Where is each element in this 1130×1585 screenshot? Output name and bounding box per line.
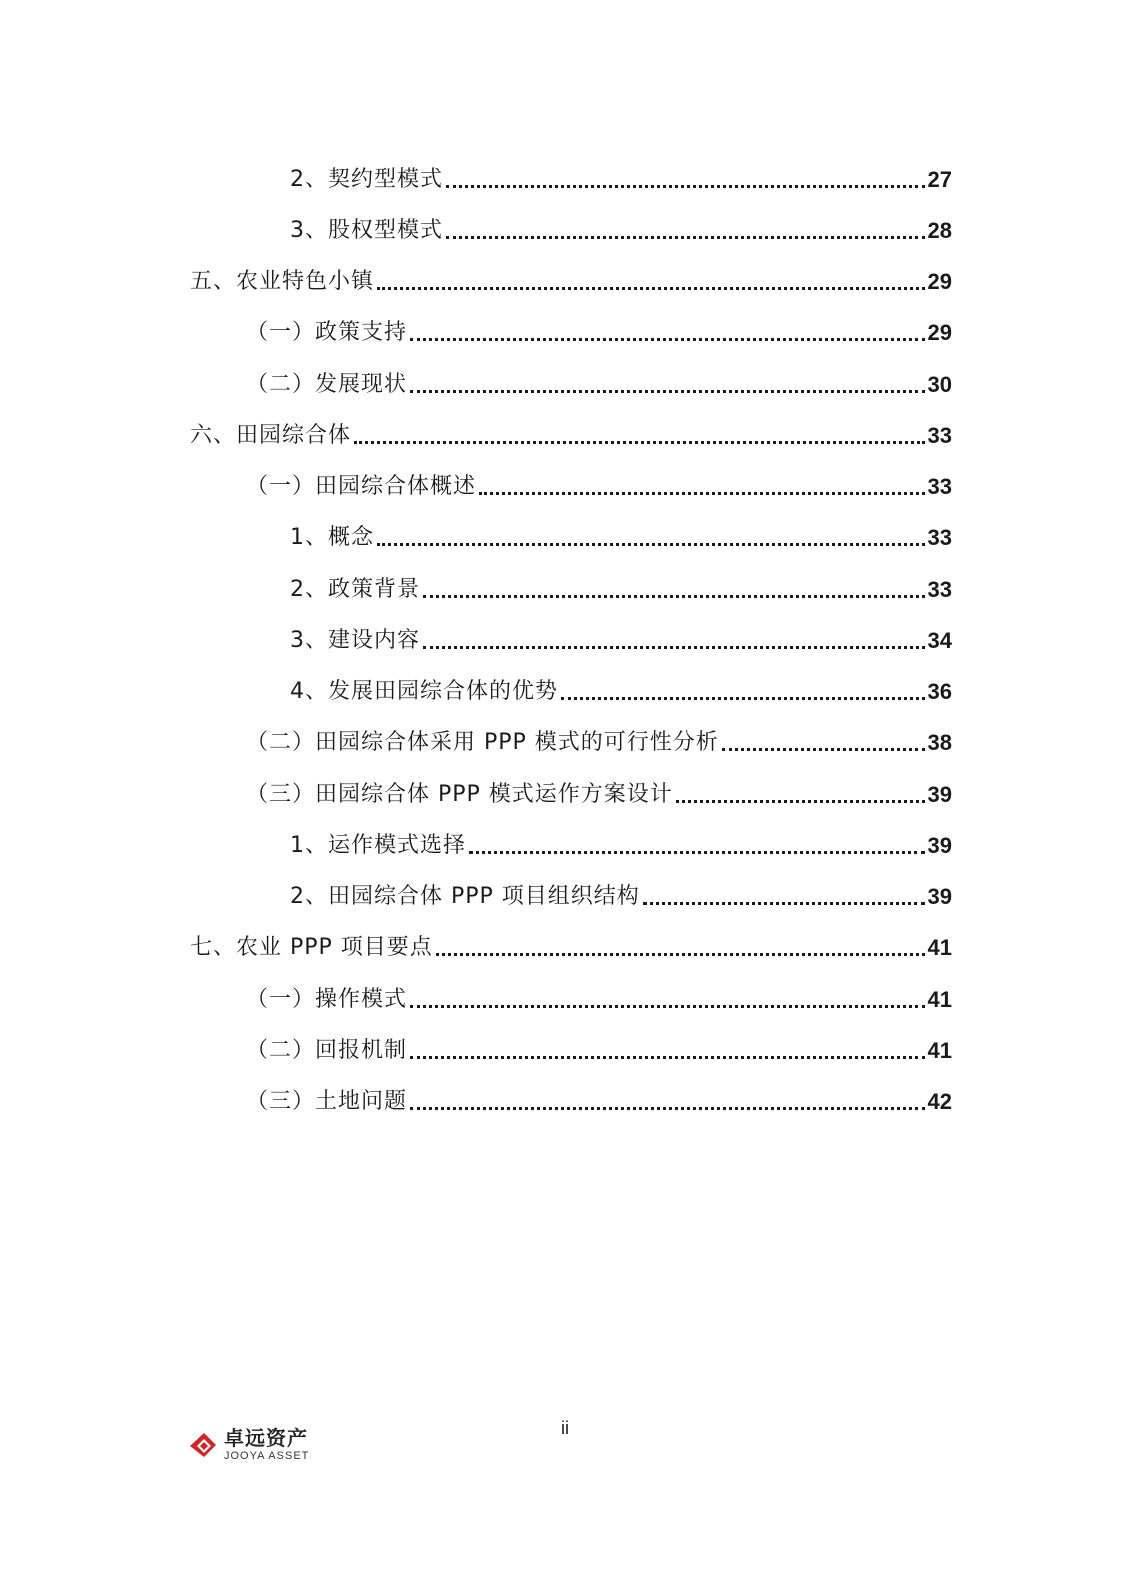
- toc-entry-label: （三）田园综合体 PPP 模式运作方案设计: [246, 782, 673, 807]
- toc-entry[interactable]: [190, 411, 952, 451]
- toc-leader-dots: [561, 697, 925, 700]
- logo-chinese-name: 卓远资产: [224, 1426, 308, 1450]
- toc-leader-dots: [410, 1056, 925, 1059]
- toc-entry-page: 29: [927, 269, 952, 294]
- toc-entry[interactable]: [246, 975, 952, 1015]
- toc-entry-label: （三）土地问题: [246, 1089, 408, 1114]
- toc-leader-dots: [436, 953, 925, 956]
- toc-entry[interactable]: [246, 462, 952, 502]
- toc-entry[interactable]: [246, 360, 952, 400]
- toc-entry-page: 38: [927, 730, 952, 755]
- logo-english-name: JOOYA ASSET: [224, 1450, 310, 1462]
- page-number: ii: [561, 1418, 569, 1438]
- toc-entry-page: 33: [927, 474, 952, 499]
- toc-entry-label: 七、农业 PPP 项目要点: [190, 935, 433, 960]
- toc-entry[interactable]: [190, 257, 952, 297]
- toc-entry-page: 36: [927, 679, 952, 704]
- toc-entry-label: 1、运作模式选择: [290, 833, 466, 858]
- toc-leader-dots: [423, 646, 925, 649]
- toc-entry-page: 29: [927, 320, 952, 345]
- toc-entry-page: 41: [927, 987, 952, 1012]
- toc-entry-label: （一）操作模式: [246, 987, 408, 1012]
- toc-entry-page: 39: [927, 884, 952, 909]
- toc-leader-dots: [377, 543, 925, 546]
- toc-entry-page: 30: [927, 372, 952, 397]
- toc-entry-page: 28: [927, 218, 952, 243]
- toc-leader-dots: [446, 185, 925, 188]
- toc-entry[interactable]: [290, 206, 952, 246]
- toc-entry-label: 4、发展田园综合体的优势: [290, 679, 558, 704]
- toc-entry-page: 27: [927, 167, 952, 192]
- toc-leader-dots: [377, 287, 925, 290]
- toc-entry-label: 五、农业特色小镇: [190, 269, 375, 294]
- toc-leader-dots: [676, 800, 925, 803]
- toc-leader-dots: [446, 236, 925, 239]
- toc-entry[interactable]: [290, 821, 952, 861]
- toc-entry-page: 39: [927, 833, 952, 858]
- toc-entry[interactable]: [290, 155, 952, 195]
- toc-leader-dots: [410, 1107, 925, 1110]
- toc-entry-label: （一）田园综合体概述: [246, 474, 477, 499]
- toc-entry[interactable]: [246, 1026, 952, 1066]
- toc-entry-label: 2、契约型模式: [290, 167, 443, 192]
- jooya-logo-icon: [188, 1430, 218, 1460]
- toc-entry[interactable]: [246, 1077, 952, 1117]
- toc-entry-label: 六、田园综合体: [190, 423, 352, 448]
- toc-entry[interactable]: [290, 616, 952, 656]
- toc-entry-page: 39: [927, 782, 952, 807]
- toc-entry[interactable]: [190, 923, 952, 963]
- toc-entry-label: 3、建设内容: [290, 628, 420, 653]
- toc-leader-dots: [643, 902, 925, 905]
- toc-entry-page: 33: [927, 577, 952, 602]
- toc-entry-page: 41: [927, 935, 952, 960]
- toc-leader-dots: [410, 338, 925, 341]
- toc-entry-label: （二）发展现状: [246, 372, 408, 397]
- toc-entry-page: 33: [927, 525, 952, 550]
- toc-leader-dots: [479, 492, 925, 495]
- toc-entry-page: 41: [927, 1038, 952, 1063]
- toc-entry[interactable]: [290, 872, 952, 912]
- toc-entry-label: （二）田园综合体采用 PPP 模式的可行性分析: [246, 730, 719, 755]
- toc-entry-label: 2、政策背景: [290, 577, 420, 602]
- toc-entry[interactable]: [246, 308, 952, 348]
- toc-leader-dots: [354, 441, 925, 444]
- toc-entry[interactable]: [290, 667, 952, 707]
- toc-entry[interactable]: [290, 513, 952, 553]
- toc-entry[interactable]: [246, 718, 952, 758]
- toc-entry-label: 2、田园综合体 PPP 项目组织结构: [290, 884, 640, 909]
- toc-entry-label: 3、股权型模式: [290, 218, 443, 243]
- toc-entry-label: 1、概念: [290, 525, 374, 550]
- company-logo: [188, 1428, 309, 1462]
- toc-entry-page: 42: [927, 1089, 952, 1114]
- toc-entry[interactable]: [290, 565, 952, 605]
- toc-entry[interactable]: [246, 770, 952, 810]
- toc-entry-label: （一）政策支持: [246, 320, 408, 345]
- toc-entry-page: 33: [927, 423, 952, 448]
- toc-leader-dots: [722, 748, 925, 751]
- toc-leader-dots: [410, 390, 925, 393]
- toc-leader-dots: [410, 1005, 925, 1008]
- toc-leader-dots: [423, 595, 925, 598]
- toc-leader-dots: [469, 851, 925, 854]
- toc-entry-page: 34: [927, 628, 952, 653]
- toc-entry-label: （二）回报机制: [246, 1038, 408, 1063]
